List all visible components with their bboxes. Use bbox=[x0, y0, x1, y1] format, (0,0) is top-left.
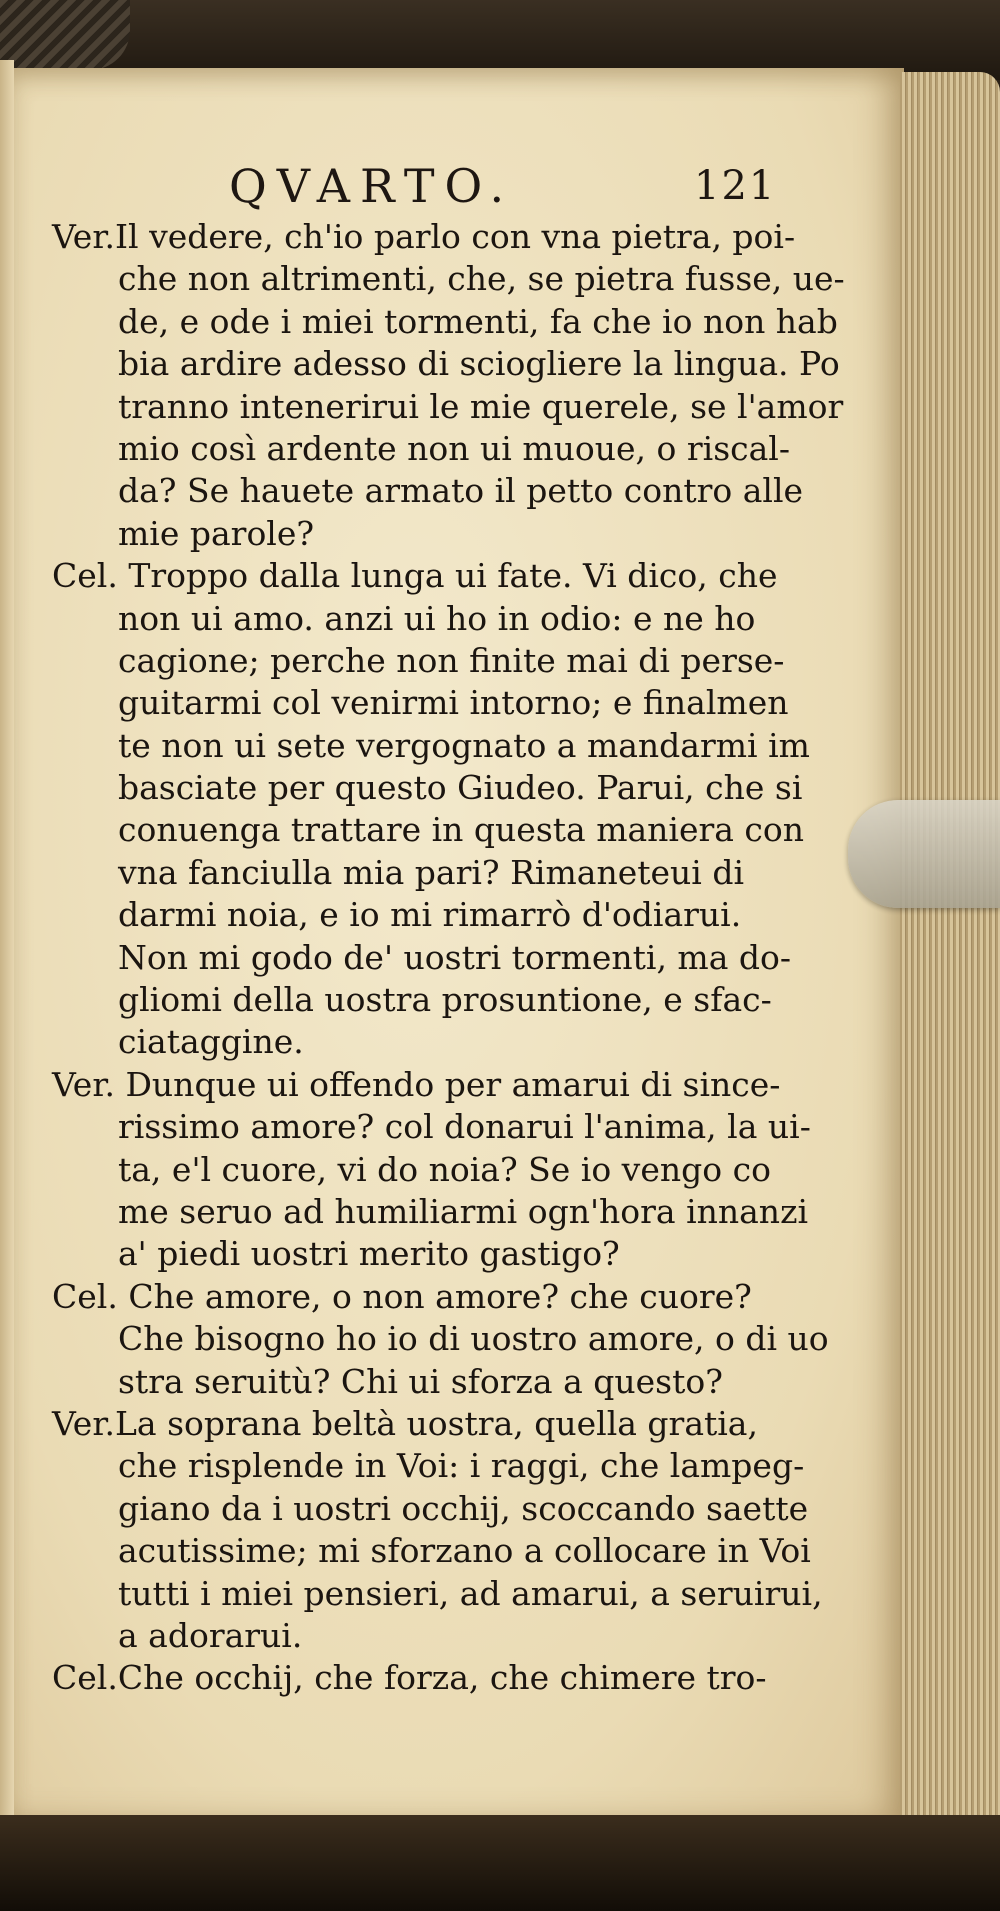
text-line bbox=[52, 1530, 872, 1572]
line-text: che risplende in Voi: i raggi, che lampeg- bbox=[118, 1446, 805, 1486]
text-line bbox=[52, 216, 872, 258]
text-line bbox=[52, 1106, 872, 1148]
bookmark-cord bbox=[0, 0, 130, 70]
line-text: Il vedere, ch'io parlo con vna pietra, poi- bbox=[114, 217, 796, 256]
line-text: che non altrimenti, che, se pietra fusse, ue- bbox=[118, 259, 845, 299]
text-line bbox=[52, 598, 872, 640]
line-text: da? Se hauete armato il petto contro alle bbox=[118, 471, 804, 511]
text-line bbox=[52, 513, 872, 555]
page-header bbox=[14, 156, 904, 216]
line-text: Che amore, o non amore? che cuore? bbox=[117, 1276, 752, 1316]
text-line bbox=[52, 1149, 872, 1191]
line-text: giano da i uostri occhij, scoccando saette bbox=[118, 1488, 809, 1528]
text-line bbox=[52, 767, 872, 809]
text-line bbox=[52, 1403, 872, 1445]
line-text: cagione; perche non finite mai di perse- bbox=[118, 640, 785, 680]
line-text: me seruo ad humiliarmi ogn'hora innanzi bbox=[118, 1191, 809, 1231]
text-line bbox=[52, 258, 872, 300]
text-line bbox=[52, 725, 872, 767]
text-line bbox=[52, 1021, 872, 1063]
line-text: rissimo amore? col donarui l'anima, la ui- bbox=[118, 1107, 811, 1147]
line-text: La soprana beltà uostra, quella gratia, bbox=[114, 1403, 758, 1443]
line-text: acutissime; mi sforzano a collocare in Voi bbox=[118, 1531, 811, 1571]
text-line bbox=[52, 555, 872, 597]
line-text: mie parole? bbox=[118, 513, 315, 553]
speaker-label: Cel. bbox=[52, 1276, 118, 1316]
line-text: stra seruitù? Chi ui sforza a questo? bbox=[118, 1361, 723, 1401]
line-text: gliomi della uostra prosuntione, e sfac- bbox=[118, 980, 772, 1020]
text-line bbox=[52, 386, 872, 428]
text-line bbox=[52, 979, 872, 1021]
line-text: darmi noia, e io mi rimarrò d'odiarui. bbox=[118, 895, 742, 935]
text-line bbox=[52, 1064, 872, 1106]
text-line bbox=[52, 809, 872, 851]
page-number: 121 bbox=[694, 163, 777, 209]
text-line bbox=[52, 1615, 872, 1657]
line-text: guitarmi col venirmi intorno; e finalmen bbox=[118, 683, 789, 723]
text-line bbox=[52, 428, 872, 470]
text-body bbox=[52, 216, 872, 1700]
line-text: conuenga trattare in questa maniera con bbox=[118, 810, 805, 850]
text-line bbox=[52, 852, 872, 894]
line-text: a' piedi uostri merito gastigo? bbox=[118, 1234, 620, 1274]
text-line bbox=[52, 682, 872, 724]
speaker-label: Ver. bbox=[52, 217, 115, 256]
line-text: non ui amo. anzi ui ho in odio: e ne ho bbox=[118, 598, 756, 638]
line-text: ciataggine. bbox=[118, 1022, 304, 1062]
line-text: ta, e'l cuore, vi do noia? Se io vengo co bbox=[118, 1149, 771, 1189]
text-line bbox=[52, 470, 872, 512]
text-line bbox=[52, 1191, 872, 1233]
text-line bbox=[52, 1488, 872, 1530]
line-text: vna fanciulla mia pari? Rimaneteui di bbox=[118, 852, 745, 892]
speaker-label: Cel. bbox=[52, 1658, 118, 1698]
page-tab-clip bbox=[848, 800, 1000, 908]
line-text: Che occhij, che forza, che chimere tro- bbox=[117, 1658, 767, 1698]
line-text: tutti i miei pensieri, ad amarui, a seruirui, bbox=[118, 1573, 823, 1613]
text-line bbox=[52, 894, 872, 936]
text-line bbox=[52, 343, 872, 385]
speaker-label: Ver. bbox=[52, 1403, 115, 1443]
text-line bbox=[52, 937, 872, 979]
line-text: Non mi godo de' uostri tormenti, ma do- bbox=[118, 937, 792, 977]
facing-page-edge bbox=[0, 60, 14, 1820]
book-page bbox=[14, 68, 904, 1820]
fore-edge bbox=[900, 72, 1000, 1820]
book-bottom-edge bbox=[0, 1815, 1000, 1911]
speaker-label: Cel. bbox=[52, 556, 118, 596]
text-line bbox=[52, 1573, 872, 1615]
bleed-through-marks bbox=[0, 200, 14, 600]
text-line bbox=[52, 1657, 872, 1699]
text-line bbox=[52, 640, 872, 682]
line-text: Che bisogno ho io di uostro amore, o di uo bbox=[118, 1319, 829, 1359]
line-text: te non ui sete vergognato a mandarmi im bbox=[118, 725, 810, 765]
text-line bbox=[52, 1361, 872, 1403]
line-text: a adorarui. bbox=[118, 1615, 303, 1655]
line-text: basciate per questo Giudeo. Parui, che si bbox=[118, 768, 803, 808]
text-line bbox=[52, 1318, 872, 1360]
line-text: tranno intenerirui le mie querele, se l'amor bbox=[118, 386, 844, 426]
line-text: Troppo dalla lunga ui fate. Vi dico, che bbox=[117, 556, 778, 596]
speaker-label: Ver. bbox=[52, 1064, 115, 1104]
line-text: bia ardire adesso di sciogliere la lingua. Po bbox=[118, 344, 840, 384]
text-line bbox=[52, 1276, 872, 1318]
text-line bbox=[52, 1233, 872, 1275]
running-head: QVARTO. bbox=[229, 159, 515, 213]
line-text: de, e ode i miei tormenti, fa che io non hab bbox=[118, 301, 838, 341]
text-line bbox=[52, 301, 872, 343]
text-line bbox=[52, 1445, 872, 1487]
line-text: Dunque ui offendo per amarui di since- bbox=[114, 1064, 781, 1104]
line-text: mio così ardente non ui muoue, o riscal- bbox=[118, 428, 790, 468]
